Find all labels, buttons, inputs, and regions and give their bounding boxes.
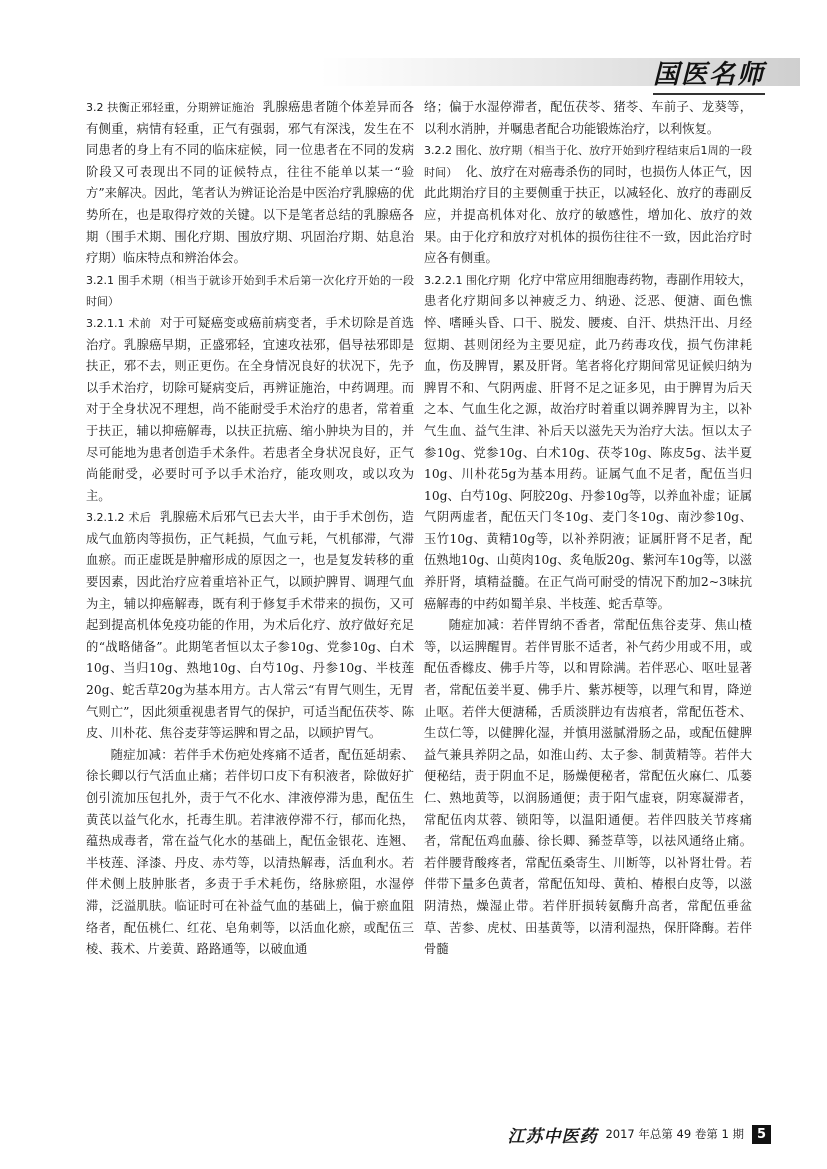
paragraph-3-2-1-2 [86,507,414,745]
section-header-title: 国医名师 [652,60,765,90]
issue-info: 2017 年总第 49 卷第 1 期 [605,1127,744,1141]
text-3-2-1-2: 乳腺癌术后邪气已去大半，由于手术创伤，造成气血筋肉等损伤，正气耗损，气血亏耗，气机郁滞，气滞血瘀。而正虚既是肿瘤形成的原因之一，也是复发转移的重要因素，因此治疗应着重培补正气，以顾护脾胃、调理气血为主，辅以抑癌解毒，既有利于修复手术带来的损伤，又可起到提高机体免疫功能的作用，为术后化疗、放疗做好充足的“战略储备”。此期笔者恒以太子参10g、党参10g、白术10g、当归10g、熟地10g、白芍10g、丹参10g、半枝莲20g、蛇舌草20g为基本用方。古人常云“有胃气则生，无胃气则亡”，因此须重视患者胃气的保护，可适当配伍茯苓、陈皮、川朴花、焦谷麦芽等运脾和胃之品，以顾护胃气。 [86,510,414,741]
paragraph-3-2-2-1 [424,270,752,616]
paragraph-3-2 [86,97,414,270]
text-3-2-1-1: 对于可疑癌变或癌前病变者，手术切除是首选治疗。乳腺癌早期，正盛邪轻，宜速攻祛邪，倡导祛邪即是扶正，邪不去，则正更伤。在全身情况良好的状况下，先予以手术治疗，切除可疑病变后，再辨证施治，中药调理。而对于全身状况不理想，尚不能耐受手术治疗的患者，常着重于扶正，辅以抑癌解毒，以扶正抗癌、缩小肿块为目的，并尽可能地为患者创造手术条件。若患者全身状况良好，正气尚能耐受，必要时可予以手术治疗，能攻则攻，或以攻为主。 [86,315,414,503]
heading-3-2-1-2: 3.2.1.2 术后 [86,511,152,525]
heading-3-2-1-1: 3.2.1.1 术前 [86,316,152,330]
header-underline [653,93,765,95]
heading-3-2-2-1: 3.2.2.1 围化疗期 [424,273,511,287]
section-header [653,54,765,95]
text-3-2: 乳腺癌患者随个体差异而各有侧重，病情有轻重，正气有强弱，邪气有深浅，发生在不同患者的身上有不同的临床症候，同一位患者在不同的发病阶段又可表现出不同的证候特点，往往不能单以某一“验方”来解决。因此，笔者认为辨证论治是中医治疗乳腺癌的优势所在，也是取得疗效的关键。以下是笔者总结的乳腺癌各期（围手术期、围化疗期、围放疗期、巩固治疗期、姑息治疗期）临床特点和辨治体会。 [86,100,414,266]
page-number: 5 [752,1125,771,1144]
paragraph-3-2-1-1 [86,313,414,507]
heading-3-2-2: 3.2.2 围化、放疗期（相当于化、放疗开始到疗程结束后1周的一段时间） [424,144,752,179]
heading-3-2: 3.2 扶衡正邪轻重，分期辨证施治 [86,101,255,114]
right-column [424,97,752,961]
left-column [86,97,414,961]
paragraph-continued: 络；偏于水湿停滞者，配伍茯苓、猪苓、车前子、龙葵等，以利水消肿，并嘱患者配合功能锻炼治疗，以利恢复。 [424,100,752,136]
page-footer [507,1123,771,1145]
paragraph-3-2-2 [424,140,752,270]
heading-3-2-1: 3.2.1 围手术期（相当于就诊开始到手术后第一次化疗开始的一段时间） [86,273,414,309]
paragraph-symptom-adjust-right: 随症加减：若伴胃纳不香者，常配伍焦谷麦芽、焦山楂等，以运脾醒胃。若伴胃胀不适者，补气药少用或不用，或配伍香橼皮、佛手片等，以和胃除满。若伴恶心、呕吐显著者，常配伍姜半夏、佛手片、紫苏梗等，以理气和胃，降逆止呕。若伴大便溏稀，舌质淡胖边有齿痕者，常配伍苍术、生苡仁等，以健脾化湿，并慎用滋腻滑肠之品，或配伍健脾益气兼具养阴之品，如淮山药、太子参、制黄精等。若伴大便秘结，责于阴血不足，肠燥便秘者，常配伍火麻仁、瓜蒌仁、熟地黄等，以润肠通便；责于阳气虚衰，阴寒凝滞者，常配伍肉苁蓉、锁阳等，以温阳通便。若伴四肢关节疼痛者，常配伍鸡血藤、徐长卿、豨莶草等，以祛风通络止痛。若伴腰背酸疼者，常配伍桑寄生、川断等，以补肾壮骨。若伴带下量多色黄者，常配伍知母、黄柏、椿根白皮等，以滋阴清热，燥湿止带。若伴肝损转氨酶升高者，常配伍垂盆草、苦参、虎杖、田基黄等，以清利湿热，保肝降酶。若伴骨髓 [424,618,752,957]
journal-name: 江苏中医药 [507,1126,598,1147]
paragraph-symptom-adjust-left: 随症加减：若伴手术伤疤处疼痛不适者，配伍延胡索、徐长卿以行气活血止痛；若伴切口皮下有积液者，除做好扩创引流加压包扎外，责于气不化水、津液停滞为患，配伍生黄芪以益气化水，托毒生肌。若津液停滞不行，郁而化热，蕴热成毒者，常在益气化水的基础上，配伍金银花、连翘、半枝莲、泽漆、丹皮、赤芍等，以清热解毒，活血利水。若伴术侧上肢肿胀者，多责于手术耗伤，络脉瘀阻，水湿停滞，泛溢肌肤。临证时可在补益气血的基础上，偏于瘀血阻络者，配伍桃仁、红花、皂角刺等，以活血化瘀，或配伍三棱、莪术、片姜黄、路路通等，以破血通 [86,747,414,957]
text-3-2-2-1: 化疗中常应用细胞毒药物，毒副作用较大，患者化疗期间多以神疲乏力、纳逊、泛恶、便溏、面色憔悴、嗜睡头昏、口干、脱发、腰痠、自汗、烘热汗出、月经愆期、甚则闭经为主要见症，此乃药毒攻伐，损气伤津耗血，伤及脾胃，累及肝肾。笔者将化疗期间常见证候归纳为脾胃不和、气阴两虚、肝肾不足之证多见，由于脾胃为后天之本、气血生化之源，故治疗时着重以调养脾胃为主，以补气生血、益气生津、补后天以滋先天为治疗大法。恒以太子参10g、党参10g、白术10g、茯苓10g、陈皮5g、法半夏10g、川朴花5g为基本用药。证属气血不足者，配伍当归10g、白芍10g、阿胶20g、丹参10g等，以养血补虚；证属气阴两虚者，配伍天门冬10g、麦门冬10g、南沙参10g、玉竹10g、黄精10g等，以补养阴液；证属肝肾不足者，配伍熟地10g、山萸肉10g、炙龟版20g、紫河车10g等，以滋养肝肾，填精益髓。在正气尚可耐受的情况下酌加2~3味抗癌解毒的中药如蜀羊泉、半枝莲、蛇舌草等。 [424,272,752,611]
text-3-2-2: 化、放疗在对癌毒杀伤的同时，也损伤人体正气，因此此期治疗目的主要侧重于扶正，以减轻化、放疗的毒副反应，并提高机体对化、放疗的敏感性，增加化、放疗的效果。由于化疗和放疗对机体的损伤往往不一致，因此治疗时应各有侧重。 [424,164,752,266]
